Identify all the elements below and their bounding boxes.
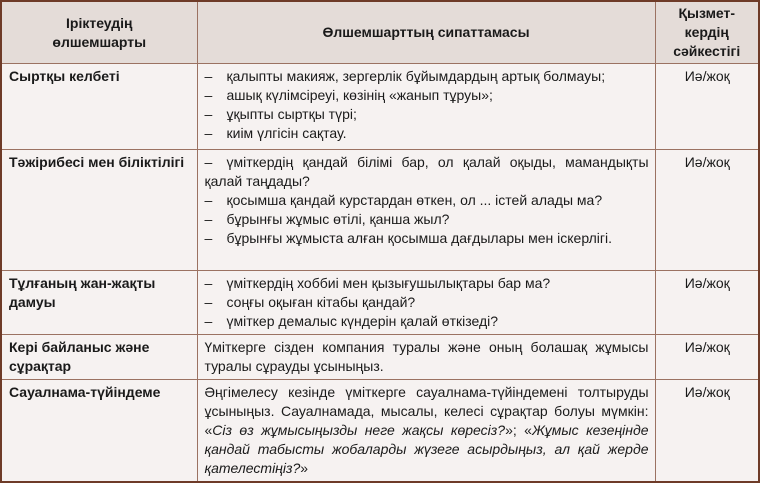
criterion-cell: Сауалнама-түйіндеме bbox=[1, 380, 197, 483]
table-row bbox=[1, 271, 759, 335]
description-cell bbox=[197, 64, 655, 150]
list-item: – соңғы оқыған кітабы қандай? bbox=[204, 294, 416, 310]
description-cell bbox=[197, 271, 655, 335]
criterion-cell: Сыртқы келбеті bbox=[1, 64, 197, 150]
fit-cell: Иә/жоқ bbox=[655, 380, 759, 483]
fit-cell: Иә/жоқ bbox=[655, 335, 759, 380]
list-item: – бұрынғы жұмыс өтілі, қанша жыл? bbox=[204, 211, 450, 227]
description-cell bbox=[197, 150, 655, 271]
list-item: – қалыпты макияж, зергерлік бұйымдардың артық болмауы; bbox=[204, 68, 606, 84]
list-item: – қосымша қандай курстардан өткен, ол ... істей алады ма? bbox=[204, 192, 603, 208]
list-item: – ашық күлімсіреуі, көзінің «жанып тұруы»; bbox=[204, 87, 493, 103]
quote-question-1: Сіз өз жұмысыңызды неге жақсы көресіз? bbox=[212, 422, 506, 438]
fit-cell: Иә/жоқ bbox=[655, 64, 759, 150]
header-criterion: Іріктеудің өлшемшарты bbox=[1, 1, 197, 64]
fit-cell: Иә/жоқ bbox=[655, 271, 759, 335]
table-row bbox=[1, 64, 759, 150]
list-item: – ұқыпты сыртқы түрі; bbox=[204, 106, 357, 122]
list-item: – үміткердің қандай білімі бар, ол қалай оқыды, мамандықты қалай таңдады? bbox=[204, 154, 649, 189]
header-fit: Қызмет- кердің сәйкестігі bbox=[655, 1, 759, 64]
table-row bbox=[1, 150, 759, 271]
list-item: – үміткердің хоббиі мен қызығушылықтары бар ма? bbox=[204, 275, 551, 291]
quote-question-2: Жұмыс кезеңінде қандай табысты жобаларды жүзеге асырдыңыз, ал қай жерде қателестіңіз? bbox=[204, 422, 649, 476]
header-row bbox=[1, 1, 759, 64]
table-row bbox=[1, 335, 759, 380]
description-cell: Әңгімелесу кезінде үміткерге сауалнама-түйіндемені толтыруды ұсыныңыз. Сауалнамада, мысалы, келесі сұрақтар болуы мүмкін: «Сіз өз жұмысыңызды неге жақсы көресіз?»; «Жұмыс кезеңінде қандай табысты жобаларды жүзеге асырдыңыз, ал қай жерде қателестіңіз?» bbox=[197, 380, 655, 483]
table-row bbox=[1, 380, 759, 483]
fit-cell: Иә/жоқ bbox=[655, 150, 759, 271]
list-item: – киім үлгісін сақтау. bbox=[204, 125, 347, 141]
description-cell: Үміткерге сізден компания туралы және оның болашақ жұмысы туралы сұрауды ұсыныңыз. bbox=[197, 335, 655, 380]
list-item: – бұрынғы жұмыста алған қосымша дағдылары мен іскерлігі. bbox=[204, 230, 613, 246]
header-description: Өлшемшарттың сипаттамасы bbox=[197, 1, 655, 64]
list-item: – үміткер демалыс күндерін қалай өткізеді? bbox=[204, 313, 499, 329]
criterion-cell: Тұлғаның жан-жақты дамуы bbox=[1, 271, 197, 335]
criterion-cell: Тәжірибесі мен біліктілігі bbox=[1, 150, 197, 271]
criterion-cell: Кері байланыс және сұрақтар bbox=[1, 335, 197, 380]
